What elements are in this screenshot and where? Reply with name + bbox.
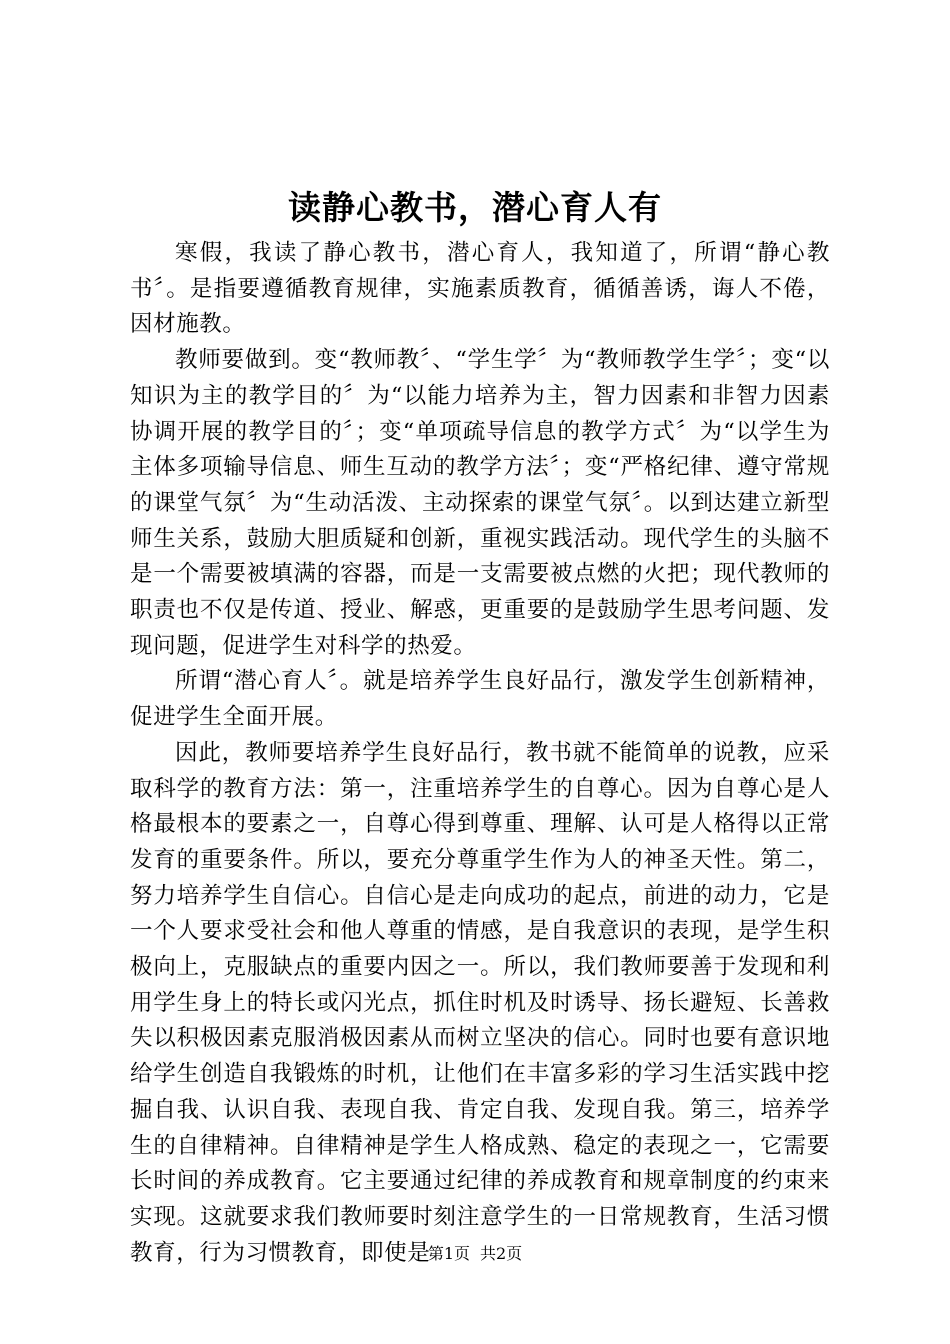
document-title: 读静心教书，潜心育人有 bbox=[288, 188, 662, 227]
page-number-current: 第1页 bbox=[427, 1244, 470, 1263]
page-footer bbox=[0, 1242, 950, 1266]
page-number-total: 共2页 bbox=[480, 1244, 523, 1263]
paragraph-3: 所谓“潜心育人〞。就是培养学生良好品行，激发学生创新精神，促进学生全面开展。 bbox=[130, 668, 830, 731]
document-body bbox=[130, 236, 830, 1271]
paragraph-2: 教师要做到。变“教师教〞、“学生学〞为“教师教学生学〞；变“以知识为主的教学目的〞为“以能力培养为主，智力因素和非智力因素协调开展的教学目的〞；变“单项疏导信息的教学方式〞为“以学生为主体多项输导信息、师生互动的教学方法〞；变“严格纪律、遵守常规的课堂气氛〞为“生动活泼、主动探索的课堂气氛〞。以到达建立新型师生关系，鼓励大胆质疑和创新，重视实践活动。现代学生的头脑不是一个需要被填满的容器，而是一支需要被点燃的火把；现代教师的职责也不仅是传道、授业、解惑，更重要的是鼓励学生思考问题、发现问题，促进学生对科学的热爱。 bbox=[130, 347, 830, 659]
paragraph-1: 寒假，我读了静心教书，潜心育人，我知道了，所谓“静心教书〞。是指要遵循教育规律，实施素质教育，循循善诱，诲人不倦，因材施教。 bbox=[130, 240, 830, 338]
paragraph-4: 因此，教师要培养学生良好品行，教书就不能简单的说教，应采取科学的教育方法：第一，注重培养学生的自尊心。因为自尊心是人格最根本的要素之一，自尊心得到尊重、理解、认可是人格得以正常发育的重要条件。所以，要充分尊重学生作为人的神圣天性。第二，努力培养学生自信心。自信心是走向成功的起点，前进的动力，它是一个人要求受社会和他人尊重的情感，是自我意识的表现，是学生积极向上，克服缺点的重要内因之一。所以，我们教师要善于发现和利用学生身上的特长或闪光点，抓住时机及时诱导、扬长避短、长善救失以积极因素克服消极因素从而树立坚决的信心。同时也要有意识地给学生创造自我锻炼的时机，让他们在丰富多彩的学习生活实践中挖掘自我、认识自我、表现自我、肯定自我、发现自我。第三，培养学生的自律精神。自律精神是学生人格成熟、稳定的表现之一，它需要长时间的养成教育。它主要通过纪律的养成教育和规章制度的约束来实现。这就要求我们教师要时刻注意学生的一日常规教育，生活习惯教育，行为习惯教育，即使是 bbox=[130, 739, 830, 1266]
